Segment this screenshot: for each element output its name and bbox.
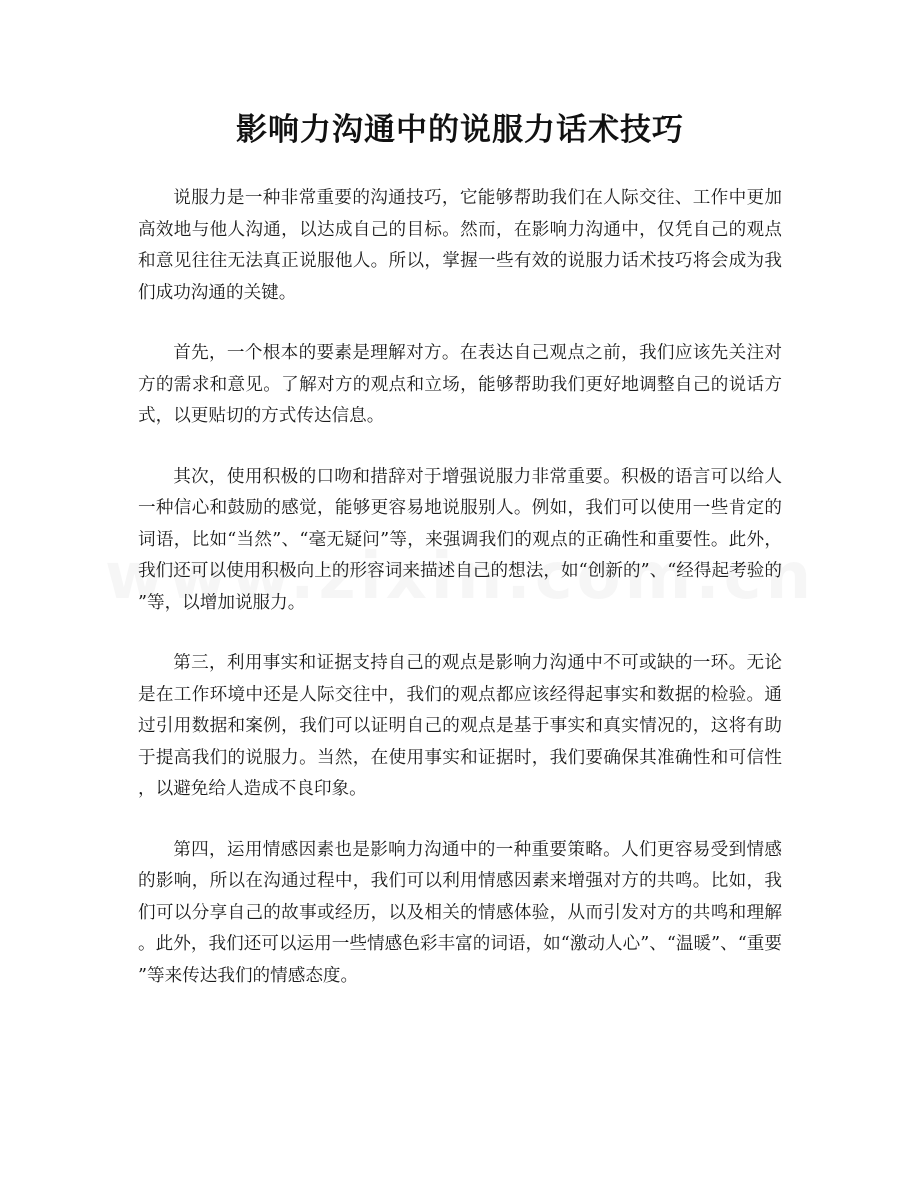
paragraph-second: 其次，使用积极的口吻和措辞对于增强说服力非常重要。积极的语言可以给人一种信心和鼓励的感觉，能够更容易地说服别人。例如，我们可以使用一些肯定的词语，比如“当然”、“毫无疑问”等，来强调我们的观点的正确性和重要性。此外，我们还可以使用积极向上的形容词来描述自己的想法，如“创新的”、“经得起考验的”等，以增加说服力。	[138, 466, 782, 613]
document-body	[138, 183, 782, 992]
paragraph-intro: 说服力是一种非常重要的沟通技巧，它能够帮助我们在人际交往、工作中更加高效地与他人沟通，以达成自己的目标。然而，在影响力沟通中，仅凭自己的观点和意见往往无法真正说服他人。所以，掌握一些有效的说服力话术技巧将会成为我们成功沟通的关键。	[138, 188, 782, 303]
document-title: 影响力沟通中的说服力话术技巧	[236, 112, 684, 148]
paragraph-first: 首先，一个根本的要素是理解对方。在表达自己观点之前，我们应该先关注对方的需求和意见。了解对方的观点和立场，能够帮助我们更好地调整自己的说话方式，以更贴切的方式传达信息。	[138, 343, 782, 426]
paragraph-fourth: 第四，运用情感因素也是影响力沟通中的一种重要策略。人们更容易受到情感的影响，所以在沟通过程中，我们可以利用情感因素来增强对方的共鸣。比如，我们可以分享自己的故事或经历，以及相关的情感体验，从而引发对方的共鸣和理解。此外，我们还可以运用一些情感色彩丰富的词语，如“激动人心”、“温暖”、“重要”等来传达我们的情感态度。	[138, 839, 782, 986]
paragraph-third: 第三，利用事实和证据支持自己的观点是影响力沟通中不可或缺的一环。无论是在工作环境中还是人际交往中，我们的观点都应该经得起事实和数据的检验。通过引用数据和案例，我们可以证明自己的观点是基于事实和真实情况的，这将有助于提高我们的说服力。当然，在使用事实和证据时，我们要确保其准确性和可信性，以避免给人造成不良印象。	[138, 653, 782, 799]
